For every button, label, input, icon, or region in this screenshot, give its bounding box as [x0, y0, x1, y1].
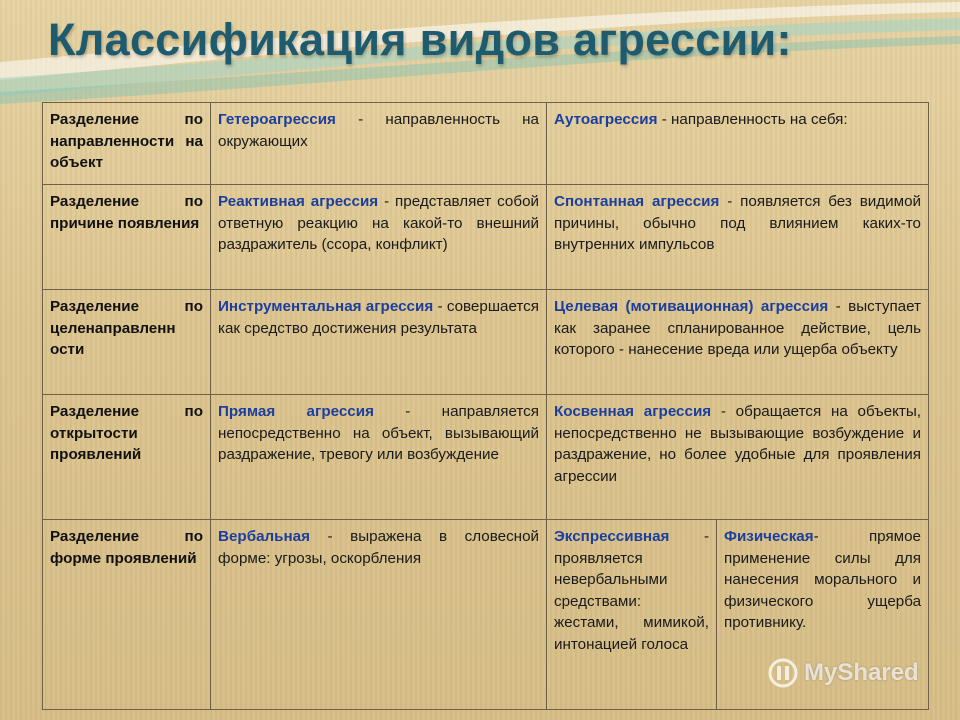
term: Инструментальная агрессия: [218, 298, 434, 315]
table-cell: [211, 290, 547, 395]
table-row: [43, 395, 929, 520]
table-cell: [547, 395, 929, 520]
term-description: - совершается как средство достижения результата: [218, 298, 539, 337]
table-row: [43, 103, 929, 185]
table-cell: [547, 103, 929, 185]
term-description: - выражена в словесной форме: угрозы, оскорбления: [218, 528, 539, 567]
watermark-text: MyShared: [804, 659, 919, 686]
term: Вербальная: [218, 528, 310, 545]
term-description: - направленность на себя:: [657, 111, 848, 128]
term: Аутоагрессия: [554, 111, 658, 128]
table-cell: [547, 185, 929, 290]
table-cell: [547, 290, 929, 395]
term: Целевая (мотивационная) агрессия: [554, 298, 829, 315]
term-description: - направляется непосредственно на объект, вызывающий раздражение, тревогу или возбуждение: [218, 403, 539, 463]
term: Гетероагрессия: [218, 111, 336, 128]
table-cell: [547, 520, 717, 710]
term-description: - направленность на окружающих: [218, 111, 539, 150]
term-description: - обращается на объекты, непосредственно не вызывающие возбуждение и раздражение, но более удобные для проявления агрессии: [554, 403, 922, 485]
row-header: Разделение по направленности на объект: [43, 103, 211, 185]
row-header: Разделение по причине появления: [43, 185, 211, 290]
page-title: Классификация видов агрессии:: [48, 14, 792, 65]
row-header: Разделение по открытости проявлений: [43, 395, 211, 520]
term: Косвенная агрессия: [554, 403, 712, 420]
term-description: - представляет собой ответную реакцию на какой-то внешний раздражитель (ссора, конфликт): [218, 193, 539, 253]
table-cell: [211, 103, 547, 185]
term: Реактивная агрессия: [218, 193, 379, 210]
term-description: - проявляется невербальными средствами: жестами, мимикой, интонацией голоса: [554, 528, 709, 653]
row-header: Разделение по целенаправленн ости: [43, 290, 211, 395]
table-row: [43, 290, 929, 395]
term-description: - выступает как заранее спланированное действие, цель которого - нанесение вреда или ущерба объекту: [554, 298, 922, 358]
term-description: - появляется без видимой причины, обычно под влиянием каких-то внутренних импульсов: [554, 193, 922, 253]
row-header: Разделение по форме проявлений: [43, 520, 211, 710]
table-row: [43, 185, 929, 290]
table-cell: [211, 395, 547, 520]
watermark: [768, 658, 919, 688]
classification-table: [42, 102, 929, 710]
term: Прямая агрессия: [218, 403, 374, 420]
myshared-logo-icon: [768, 658, 798, 688]
term: Физическая: [724, 528, 814, 545]
term-description: - прямое применение силы для нанесения морального и физического ущерба противнику.: [724, 528, 922, 631]
table-cell: [211, 520, 547, 710]
term: Спонтанная агрессия: [554, 193, 720, 210]
term: Экспрессивная: [554, 528, 670, 545]
table-cell: [211, 185, 547, 290]
